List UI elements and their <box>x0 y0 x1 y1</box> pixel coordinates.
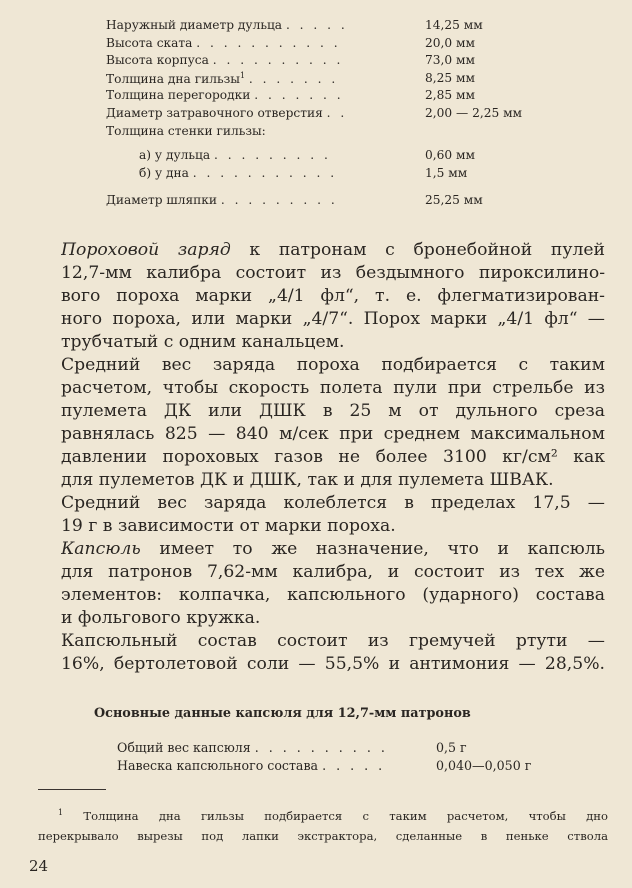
page-number: 24 <box>29 857 49 875</box>
text-line: равнялась 825 — 840 м/сек при среднем максимальном <box>61 424 605 444</box>
text-line: Капсюль имеет то же назначение, что и капсюль <box>61 539 605 559</box>
text-line: Капсюльный состав состоит из гремучей ртути — <box>61 631 605 651</box>
text-line: Средний вес заряда пороха подбирается с таким <box>61 355 605 375</box>
spec-value: 0,60 мм <box>425 148 475 163</box>
spec-label: Толщина стенки гильзы: <box>106 123 266 138</box>
text-line: для пулеметов ДК и ДШК, так и для пулемета ШВАК. <box>61 470 554 490</box>
spec-label: Наружный диаметр дульца <box>106 18 283 32</box>
leader-dots: . . . . . . . . . . <box>254 740 388 755</box>
spec-value: 0,040—0,050 г <box>436 758 532 773</box>
spec-row <box>106 18 566 36</box>
spec-row <box>106 124 566 142</box>
leader-dots: . . <box>326 105 348 120</box>
spec-value: 14,25 мм <box>425 18 483 32</box>
leader-dots: . . . . . . . . . . <box>212 53 344 68</box>
leader-dots: . . . . . . . <box>254 88 344 103</box>
leader-dots: . . . . . . . . . . . <box>196 35 341 50</box>
primer-table-heading: Основные данные капсюля для 12,7-мм патронов <box>94 706 471 721</box>
spec-label: Толщина дна гильзы <box>106 71 240 86</box>
text-line: давлении пороховых газов не более 3100 кг/см² как <box>61 447 605 467</box>
text-line: 16%, бертолетовой соли — 55,5% и антимония — 28,5%. <box>61 654 605 674</box>
term-primer: Капсюль <box>61 539 141 559</box>
spec-value: 20,0 мм <box>425 35 475 50</box>
text-line: и фольгового кружка. <box>61 608 261 628</box>
spec-label: Диаметр шляпки <box>106 193 218 208</box>
spec-row <box>106 148 566 166</box>
leader-dots: . . . . . <box>285 18 348 32</box>
leader-dots: . . . . . . . . . . . <box>192 165 338 180</box>
spec-row <box>106 166 566 184</box>
footnote-ref: 1 <box>239 70 246 80</box>
leader-dots: . . . . . . . . . <box>213 148 331 163</box>
spec-row <box>106 193 566 211</box>
text-line: расчетом, чтобы скорость полета пули при стрельбе из <box>61 378 605 398</box>
spec-row <box>106 106 566 124</box>
term-powder-charge: Пороховой заряд <box>61 240 231 260</box>
spec-value: 2,00 — 2,25 мм <box>425 105 523 120</box>
spec-label: Высота корпуса <box>106 53 209 68</box>
spec-value: 1,5 мм <box>425 165 468 180</box>
spec-label: б) у дна <box>139 165 189 180</box>
spec-row <box>106 88 566 106</box>
spec-value: 73,0 мм <box>425 53 475 68</box>
spec-row <box>106 36 566 54</box>
text-line: для патронов 7,62-мм калибра, и состоит из тех же <box>61 562 605 582</box>
spec-label: Общий вес капсюля <box>117 740 251 755</box>
spec-value: 0,5 г <box>436 740 467 755</box>
text-line: элементов: колпачка, капсюльного (ударного) состава <box>61 585 605 605</box>
text-line: 19 г в зависимости от марки пороха. <box>61 516 396 536</box>
spec-label: Толщина перегородки <box>106 88 251 103</box>
cartridge-case-specs <box>106 18 566 211</box>
leader-dots: . . . . . . . <box>248 71 339 86</box>
footnote-line: $^1$ Толщина дна гильзы подбирается с таким расчетом, чтобы дно <box>58 808 608 823</box>
spec-row <box>106 71 566 89</box>
spec-label: а) у дульца <box>139 148 211 163</box>
text-line: Пороховой заряд к патронам с бронебойной пулей <box>61 240 605 260</box>
spec-value: 2,85 мм <box>425 88 475 103</box>
footnote-mark: 1 <box>58 808 64 817</box>
spec-label: Навеска капсюльного состава <box>117 758 319 773</box>
spec-label: Диаметр затравочного отверстия <box>106 105 323 120</box>
spec-value: 8,25 мм <box>425 70 475 85</box>
text-line: трубчатый с одним канальцем. <box>61 332 345 352</box>
leader-dots: . . . . . <box>322 758 386 773</box>
primer-specs <box>117 740 557 776</box>
spec-value: 25,25 мм <box>425 193 483 208</box>
text-line: 12,7-мм калибра состоит из бездымного пироксилино- <box>61 263 605 283</box>
spec-row <box>117 758 557 776</box>
spec-label: Высота ската <box>106 35 193 50</box>
footnote-line: перекрывало вырезы под лапки экстрактора, сделанные в пеньке ствола <box>38 828 608 843</box>
spec-row <box>117 740 557 758</box>
text-line: пулемета ДК или ДШК в 25 м от дульного среза <box>61 401 605 421</box>
spec-row <box>106 53 566 71</box>
body-text <box>61 239 605 676</box>
footnote-divider <box>38 789 106 790</box>
leader-dots: . . . . . . . . . <box>220 193 338 208</box>
text-line: ного пороха, или марки „4/7“. Порох марки „4/1 фл“ — <box>61 309 605 329</box>
text-line: Средний вес заряда колеблется в пределах 17,5 — <box>61 493 605 513</box>
text-line: вого пороха марки „4/1 фл“, т. е. флегматизирован- <box>61 286 605 306</box>
footnote <box>38 803 608 846</box>
